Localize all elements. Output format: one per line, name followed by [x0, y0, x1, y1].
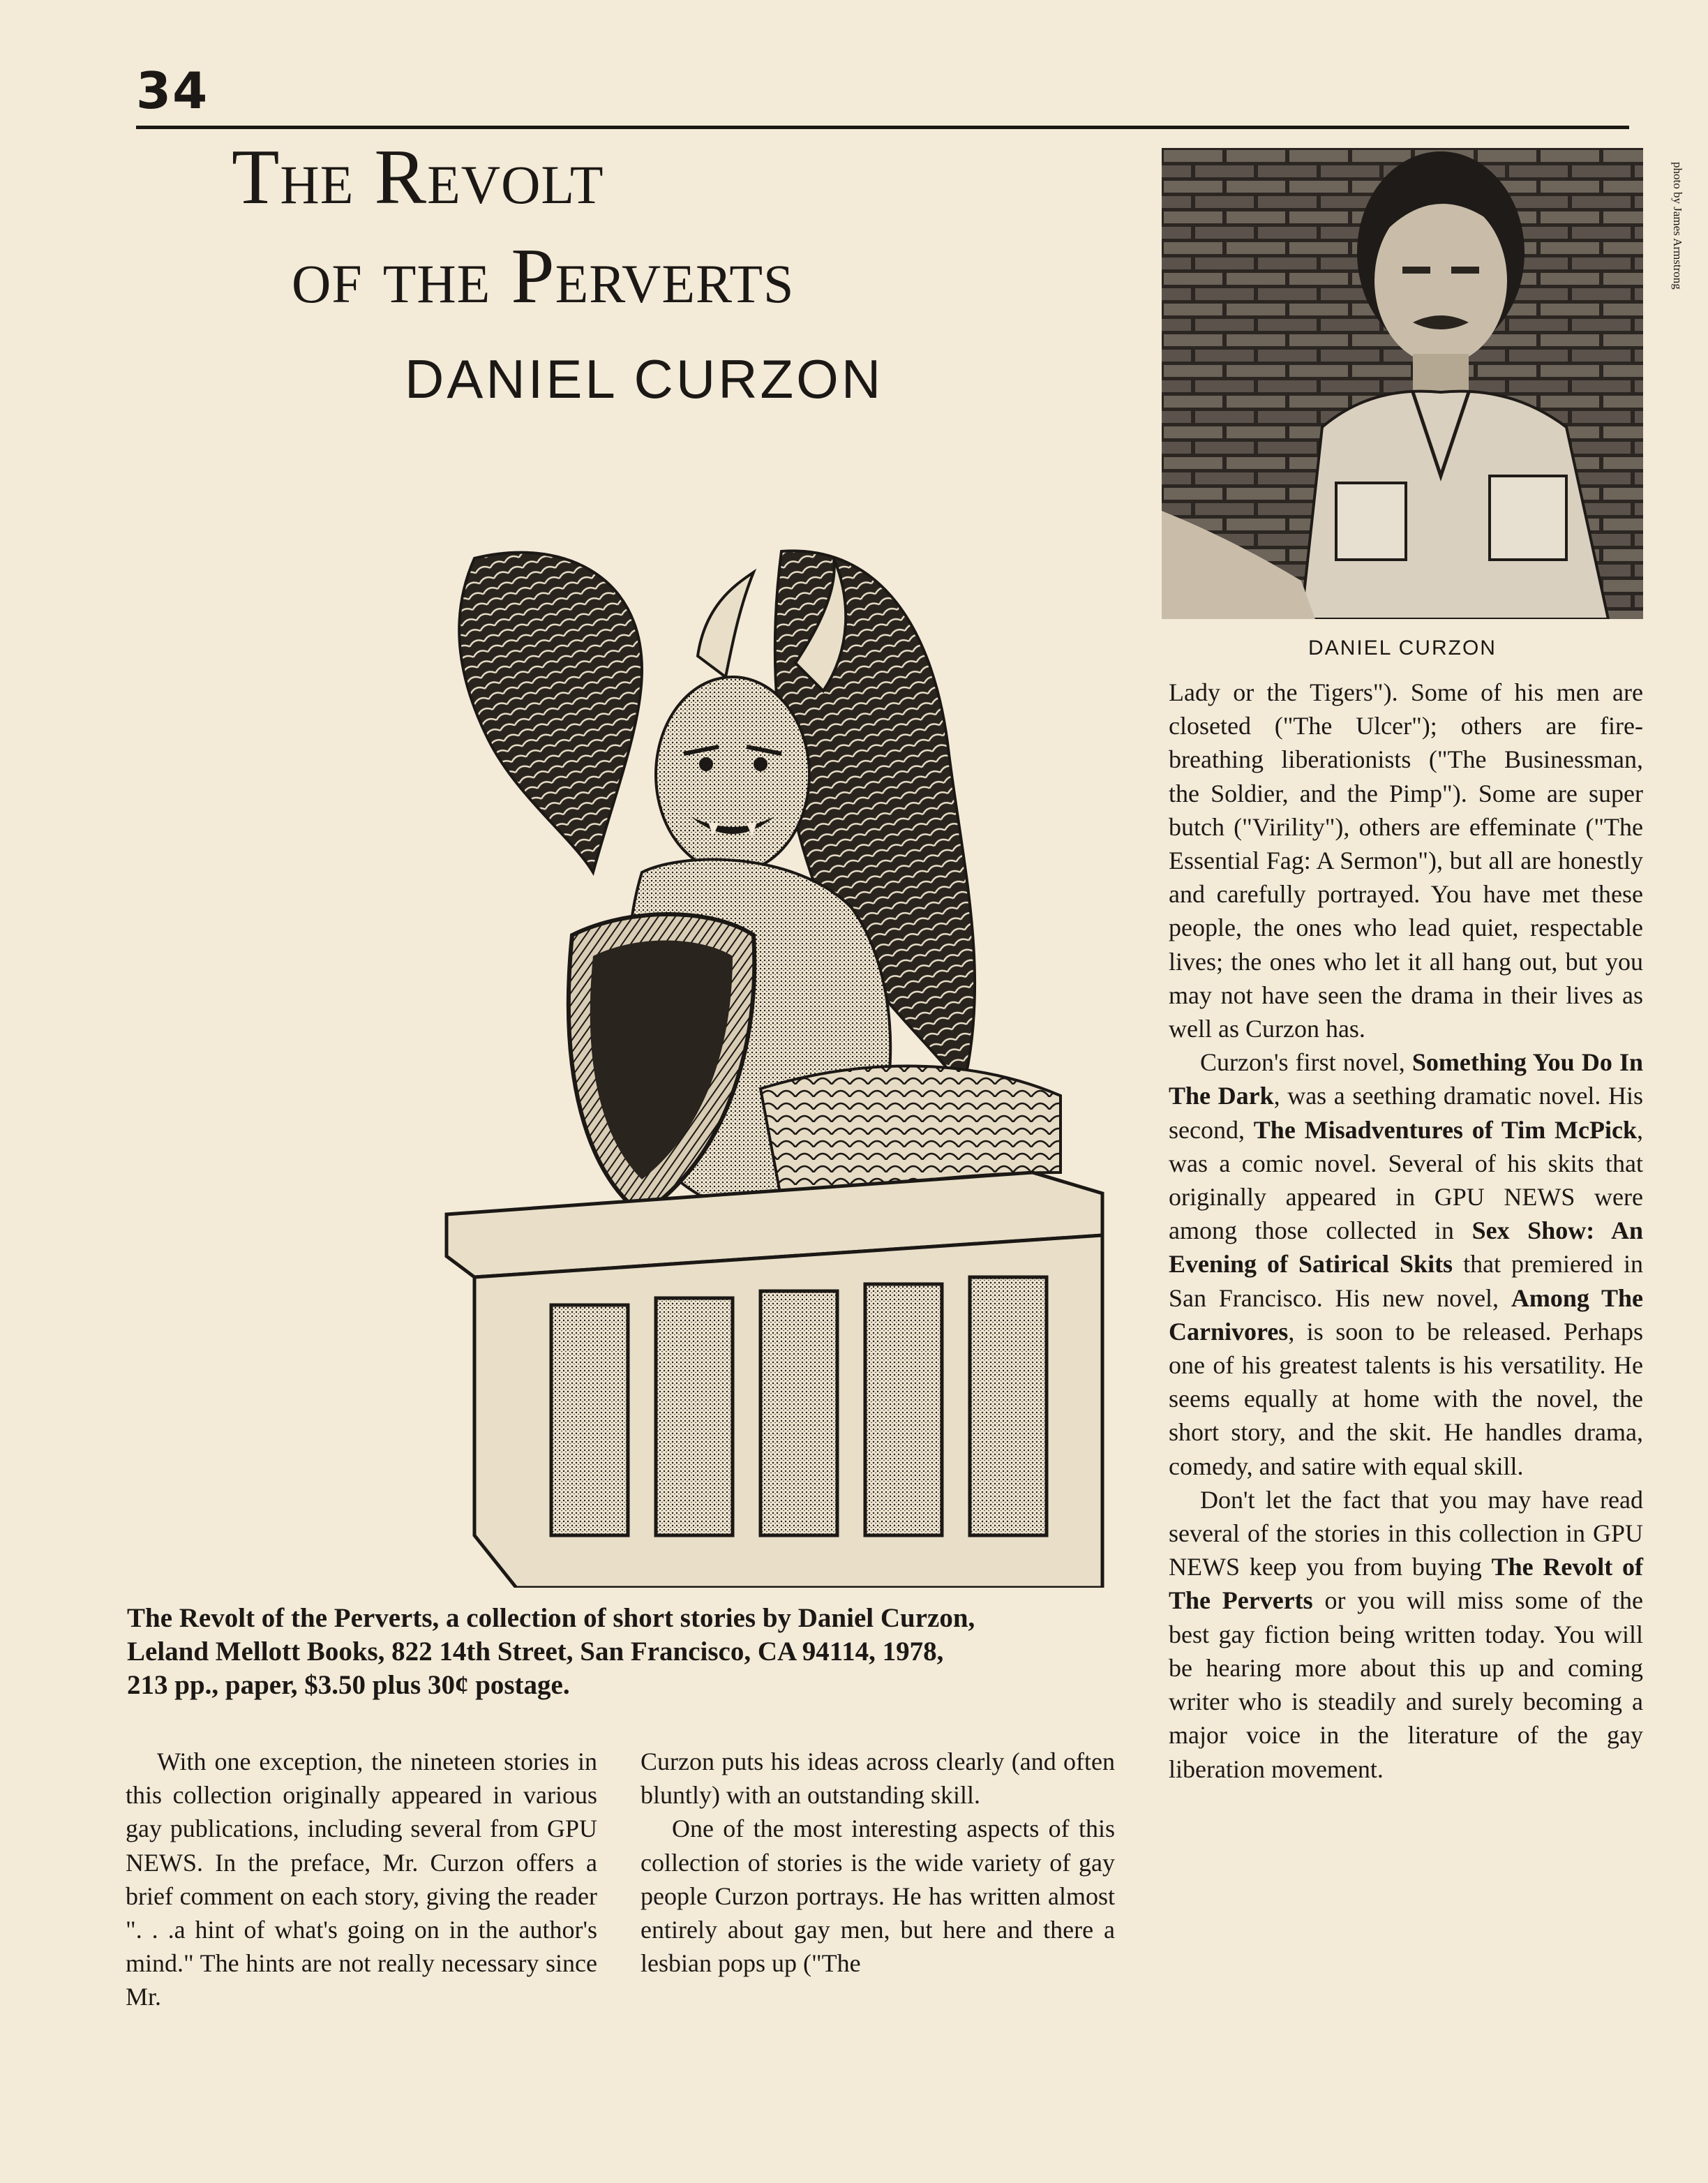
book-title: Among The Carnivores — [1169, 1283, 1643, 1346]
photo-credit: photo by James Armstrong — [1671, 162, 1684, 290]
article-column-1 — [126, 1745, 597, 2014]
author-photo — [1162, 148, 1643, 619]
paragraph: With one exception, the nineteen stories in this collection originally appeared in various gay publications, including several from GPU NEWS. In the preface, Mr. Curzon offers a brief comment on each story, giving the reader ". . .a hint of what's going on in the author's mind." The hints are not really necessary since Mr. — [126, 1748, 597, 2011]
page-number: 34 — [136, 61, 209, 120]
text-run: that premiered in San Francisco. His new novel, — [1169, 1250, 1643, 1312]
paragraph — [1169, 1045, 1643, 1483]
book-caption-line-3: 213 pp., paper, $3.50 plus 30¢ postage. — [127, 1670, 570, 1700]
article-column-2 — [640, 1745, 1115, 1980]
text-run: , was a comic novel. Several of his skits that originally appeared in GPU NEWS were among those collected in — [1169, 1115, 1643, 1245]
book-title: The Revolt of The Perverts — [1169, 1553, 1644, 1615]
paragraph — [1169, 1483, 1643, 1786]
paragraph: Lady or the Tigers"). Some of his men are closeted ("The Ulcer"); others are fire-breathing liberationists ("The Businessman, the Soldier, and the Pimp"). Some are super butch ("Virility"), others are effeminate ("The Essential Fag: A Sermon"), but all are honestly and carefully portrayed. You have met these people, the ones who lead quiet, respectable lives; the ones who let it all hang out, but you may not have seen the drama in their lives as well as Curzon has. — [1169, 678, 1643, 1043]
text-run: Curzon's first novel, — [1200, 1048, 1412, 1077]
book-details-caption — [127, 1602, 1132, 1702]
book-caption-line-2: Leland Mellott Books, 822 14th Street, San Francisco, CA 94114, 1978, — [127, 1637, 944, 1667]
book-title: Sex Show: An Evening of Satirical Skits — [1169, 1216, 1643, 1279]
book-title: Something You Do In The Dark — [1169, 1048, 1643, 1110]
paragraph: Curzon puts his ideas across clearly (and often bluntly) with an outstanding skill. — [640, 1748, 1115, 1810]
photo-caption: DANIEL CURZON — [1308, 636, 1497, 660]
header-rule — [136, 126, 1629, 129]
book-caption-line-1: The Revolt of the Perverts, a collection of short stories by Daniel Curzon, — [127, 1603, 975, 1633]
text-run: or you will miss some of the best gay fiction being written today. You will be hearing more about this up and coming writer who is steadily and surely becoming a major voice in the literature of the gay liberation movement. — [1169, 1586, 1643, 1783]
article-title-line-1: The Revolt — [232, 134, 604, 221]
book-title: The Misadventures of Tim McPick — [1253, 1115, 1637, 1144]
text-run: , is soon to be released. Perhaps one of his greatest talents is his versatility. He seems equally at home with the novel, the short story, and the skit. He handles drama, comedy, and satire with equal skill. — [1169, 1317, 1643, 1480]
text-run: Don't let the fact that you may have read several of the stories in this collection in GPU NEWS keep you from buying — [1169, 1485, 1643, 1581]
article-title-line-2: of the Perverts — [292, 233, 795, 320]
paragraph: One of the most interesting aspects of this collection of stories is the wide variety of gay people Curzon portrays. He has written almost entirely about gay men, but here and there a lesbian pops up ("The — [640, 1815, 1115, 1978]
author-byline: DANIEL CURZON — [405, 348, 884, 410]
article-column-3 — [1169, 676, 1643, 1786]
gargoyle-illustration — [433, 544, 1116, 1588]
text-run: , was a seething dramatic novel. His second, — [1169, 1082, 1644, 1144]
